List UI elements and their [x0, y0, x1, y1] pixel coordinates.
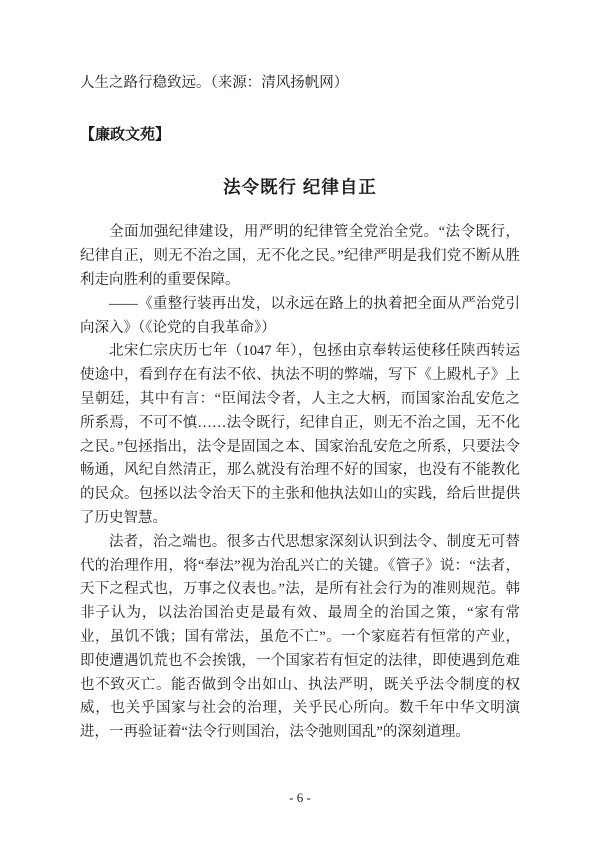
section-header: 【廉政文苑】	[80, 126, 171, 143]
previous-article-tail: 人生之路行稳致远。（来源：清风扬帆网）	[80, 75, 349, 91]
article-title: 法令既行 纪律自正	[223, 176, 377, 197]
article-paragraph: 北宋仁宗庆历七年（1047 年），包拯由京奉转运使移任陕西转运使途中，看到存在有法不依、执法不明的弊端，写下《上殿札子》上呈朝廷，其中有言：“臣闻法令者，人主之大柄，而国家治乱安危之所系焉，不可不慎……法令既行，纪律自正，则无不治之国，无不化之民。”包拯指出，法令是固国之本、国家治乱安危之所系，只要法令畅通，风纪自然清正，那么就没有治理不好的国家，也没有不能教化的民众。包拯以法令治天下的主张和他执法如山的实践，给后世提供了历史智慧。	[80, 343, 520, 526]
page-content	[80, 72, 520, 745]
article-paragraph-attribution: ——《重整行装再出发，以永远在路上的执着把全面从严治党引向深入》（《论党的自我革命》）	[80, 295, 520, 336]
article-paragraph: 全面加强纪律建设，用严明的纪律管全党治全党。“法令既行，纪律自正，则无不治之国，无不化之民。”纪律严明是我们党不断从胜利走向胜利的重要保障。	[80, 224, 520, 288]
article-paragraph: 法者，治之端也。很多古代思想家深刻认识到法令、制度无可替代的治理作用，将“奉法”视为治乱兴亡的关键。《管子》说：“法者，天下之程式也，万事之仪表也。”法，是所有社会行为的准则规范。韩非子认为，以法治国治吏是最有效、最周全的治国之策，“家有常业，虽饥不饿；国有常法，虽危不亡”。一个家庭若有恒常的产业，即使遭遇饥荒也不会挨饿，一个国家若有恒定的法律，即使遇到危难也不致灭亡。能否做到令出如山、执法严明，既关乎法令制度的权威，也关乎国家与社会的治理，关乎民心所向。数千年中华文明演进，一再验证着“法令行则国治，法令弛则国乱”的深刻道理。	[80, 533, 520, 741]
page-number: - 6 -	[289, 790, 311, 805]
